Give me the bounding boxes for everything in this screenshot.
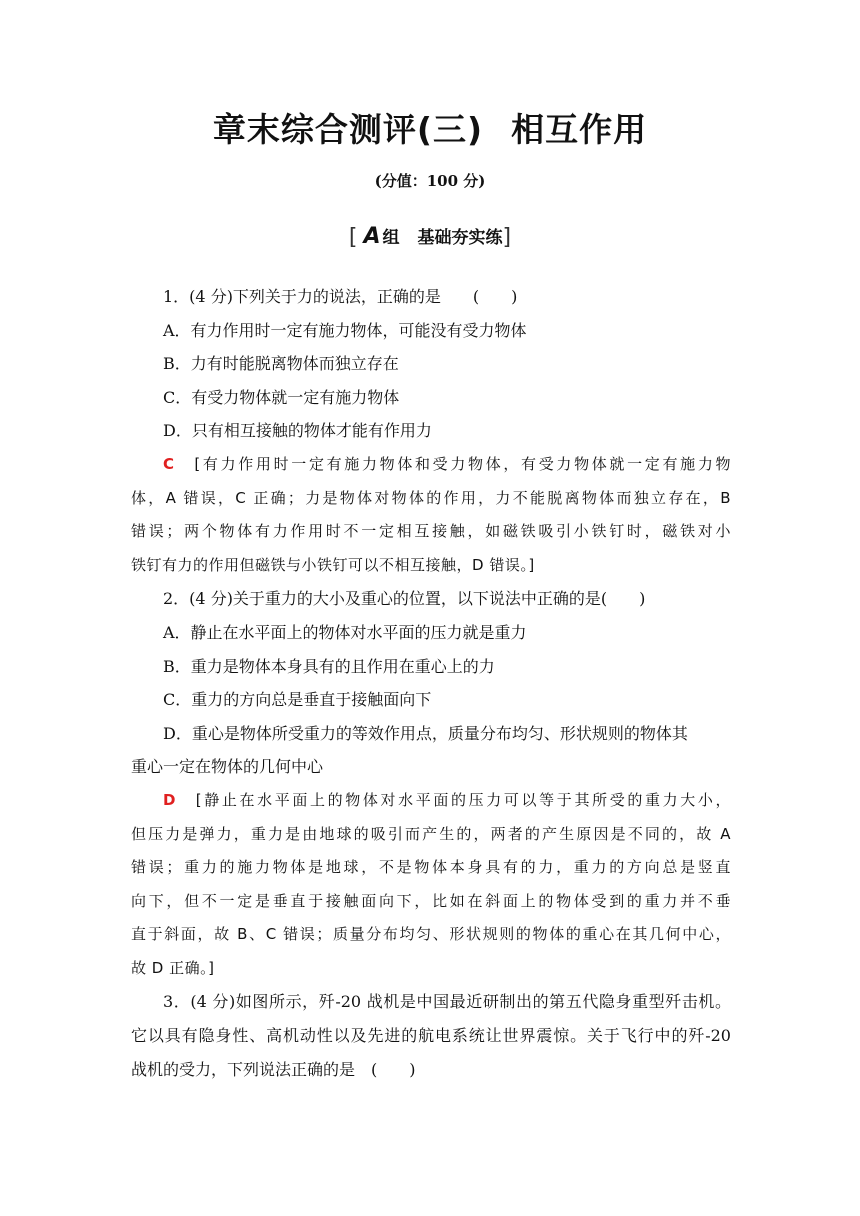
explanation-line: 铁钉有力的作用但磁铁与小铁钉可以不相互接触，D 错误。]	[131, 555, 535, 574]
explanation-line: 直于斜面，故 B、C 错误；质量分布均匀、形状规则的物体的重心在其几何中心，	[131, 925, 731, 944]
option-c: C．有受力物体就一定有施力物体	[163, 387, 400, 407]
title-sub: 相互作用	[511, 110, 648, 149]
title-main: 章末综合测评(三)	[212, 110, 484, 149]
question-list	[131, 280, 731, 1086]
explanation-line: C [有力作用时一定有施力物体和受力物体，有受力物体就一定有施力物	[163, 454, 731, 473]
bracket-left: [	[348, 225, 358, 250]
section-label: 组	[382, 228, 400, 248]
option-b: B．力有时能脱离物体而独立存在	[163, 354, 399, 374]
section-name: 基础夯实练	[417, 228, 503, 248]
option-c: C．重力的方向总是垂直于接触面向下	[163, 690, 432, 710]
option-d: D．重心是物体所受重力的等效作用点，质量分布均匀、形状规则的物体其	[163, 723, 688, 743]
question-stem-line: 战机的受力，下列说法正确的是 ( )	[131, 1059, 416, 1079]
explanation-line: D [静止在水平面上的物体对水平面的压力可以等于其所受的重力大小，	[163, 790, 731, 809]
section-letter: A	[363, 224, 381, 249]
option-d: D．只有相互接触的物体才能有作用力	[163, 421, 432, 441]
explanation-line: 错误；两个物体有力作用时不一定相互接触，如磁铁吸引小铁钉时，磁铁对小	[131, 522, 731, 541]
question-stem: 3．(4 分)如图所示，歼-20 战机是中国最近研制出的第五代隐身重型歼击机。	[163, 992, 731, 1012]
option-d-continued: 重心一定在物体的几何中心	[131, 757, 324, 777]
section-heading	[0, 223, 860, 250]
option-b: B．重力是物体本身具有的且作用在重心上的力	[163, 656, 495, 676]
explanation-line: 向下，但不一定是垂直于接触面向下，比如在斜面上的物体受到的重力并不垂	[131, 891, 731, 910]
question-stem: 1．(4 分)下列关于力的说法，正确的是 ( )	[163, 287, 518, 306]
bracket-right: ]	[502, 225, 512, 250]
page-title	[0, 104, 860, 151]
question-stem: 2．(4 分)关于重力的大小及重心的位置，以下说法中正确的是( )	[163, 589, 646, 609]
explanation-line: 体，A 错误，C 正确；力是物体对物体的作用，力不能脱离物体而独立存在，B	[131, 488, 731, 507]
explanation-line: 故 D 正确。]	[131, 958, 215, 977]
question-stem-line: 它以具有隐身性、高机动性以及先进的航电系统让世界震惊。关于飞行中的歼-20	[131, 1026, 731, 1046]
answer-key: D	[163, 790, 176, 809]
score-note: (分值：100 分)	[374, 172, 486, 190]
option-a: A．有力作用时一定有施力物体，可能没有受力物体	[163, 320, 527, 340]
explanation-line: 错误；重力的施力物体是地球，不是物体本身具有的力，重力的方向总是竖直	[131, 858, 731, 877]
explanation-line: 但压力是弹力，重力是由地球的吸引而产生的，两者的产生原因是不同的，故 A	[131, 824, 731, 843]
answer-key: C	[163, 454, 175, 473]
option-a: A．静止在水平面上的物体对水平面的压力就是重力	[163, 622, 527, 642]
